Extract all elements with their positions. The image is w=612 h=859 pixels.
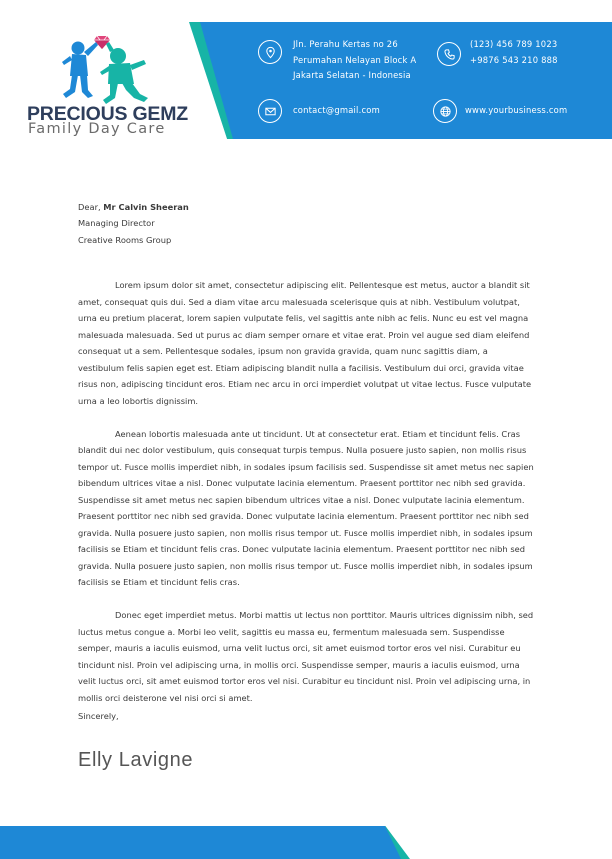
body-paragraph: Aenean lobortis malesuada ante ut tincidunt. Ut at consectetur erat. Etiam et tincidunt felis. Cras blandit dui nec dolor vestibulum, quis consequat turpis tempus. Nulla posuere justo sapien, non mollis risus tempor ut. Fusce mollis imperdiet nibh, in sodales ipsum facilisis sed. Suspendisse sit amet metus nec sapien bibendum ultrices vitae a nisl. Donec vulputate lacinia elementum. Praesent porttitor nec nibh sed gravida. Suspendisse sit amet metus nec sapien bibendum ultrices vitae a nisl. Donec vulputate lacinia elementum. Praesent porttitor nec nibh sed gravida. Donec vulputate lacinia elementum. Praesent porttitor nec nibh sed gravida. Nulla posuere justo sapien, non mollis risus tempor ut. Fusce mollis imperdiet nibh, in sodales ipsum facilisis se Etiam et tincidunt felis cras. Donec vulputate lacinia elementum. Praesent porttitor nec nibh sed gravida. Nulla posuere justo sapien, non mollis risus tempor ut. Fusce mollis imperdiet nibh, in sodales ipsum facilisis se Etiam et tincidunt felis cras. [78,428,534,587]
address-line: Perumahan Nelayan Block A [293,54,417,65]
signature: Elly Lavigne [78,749,194,771]
footer-band [0,826,401,859]
salutation [78,199,189,215]
location-pin-icon [258,40,282,64]
body-paragraph: Donec eget imperdiet metus. Morbi mattis ut lectus non porttitor. Mauris ultrices dignissim nibh, sed luctus metus congue a. Morbi leo velit, sagittis eu massa eu, fermentum malesuada sem. Suspendisse semper, mauris a iaculis euismod, urna velit luctus orci, sit amet euismod tortor eros vel nisi. Curabitur eu tincidunt nisl. Proin vel adipiscing urna, in mollis orci. Suspendisse semper, mauris a iaculis euismod, urna velit luctus orci, sit amet euismod tortor eros vel nisi. Curabitur eu tincidunt nisl. Proin vel adipiscing urna, in mollis orci deisterone vel nisi orci si amet. [78,610,534,703]
brand-name: PRECIOUS GEMZ [27,103,188,125]
body-paragraph: Lorem ipsum dolor sit amet, consectetur adipiscing elit. Pellentesque est metus, auctor a blandit sit amet, consequat quis dui. Sed a diam vitae arcu malesuada scelerisque quis at nibh. Vestibulum volutpat, urna eu pretium placerat, lorem sapien vulputate felis, vel sagittis ante nibh ac felis. Nunc eu est vel magna malesuada malesuada. Sed ut purus ac diam semper ornare et vitae erat. Proin vel augue sed diam eleifend consequat ut a sem. Pellentesque sodales, ipsum non gravida gravida, quam nunc sagittis diam, a vestibulum felis sapien eget est. Etiam adipiscing blandit nulla a facilisis. Vestibulum dui orci, gravida vitae risus non, adipiscing tincidunt eros. Etiam nec arcu in orci imperdiet volutpat ut vitae lectus. Fusce vulputate urna a leo lobortis dignissim. [78,280,532,406]
phone-icon [437,42,461,66]
mail-icon [258,99,282,123]
brand-tagline: Family Day Care [28,121,166,137]
address-line: Jakarta Selatan - Indonesia [293,70,411,80]
address-line: Jln. Perahu Kertas no 26 [293,39,398,49]
contact-website[interactable]: www.yourbusiness.com [465,105,568,115]
teal-child-figure [100,42,148,104]
recipient-company: Creative Rooms Group [78,234,172,245]
globe-icon [433,99,457,123]
logo-kids-illustration [60,32,158,106]
contact-email[interactable]: contact@gmail.com [293,105,380,115]
blue-child-figure [62,42,98,99]
recipient-title: Managing Director [78,218,155,229]
salutation-prefix: Dear, [78,202,104,212]
closing: Sincerely, [78,711,119,721]
recipient-block [78,199,189,248]
contact-phones [470,37,558,68]
phone-number[interactable]: (123) 456 789 1023 [470,39,558,49]
phone-number[interactable]: +9876 543 210 888 [470,54,558,65]
recipient-name: Mr Calvin Sheeran [103,202,189,212]
letter-body [78,277,534,723]
contact-address [293,37,416,84]
